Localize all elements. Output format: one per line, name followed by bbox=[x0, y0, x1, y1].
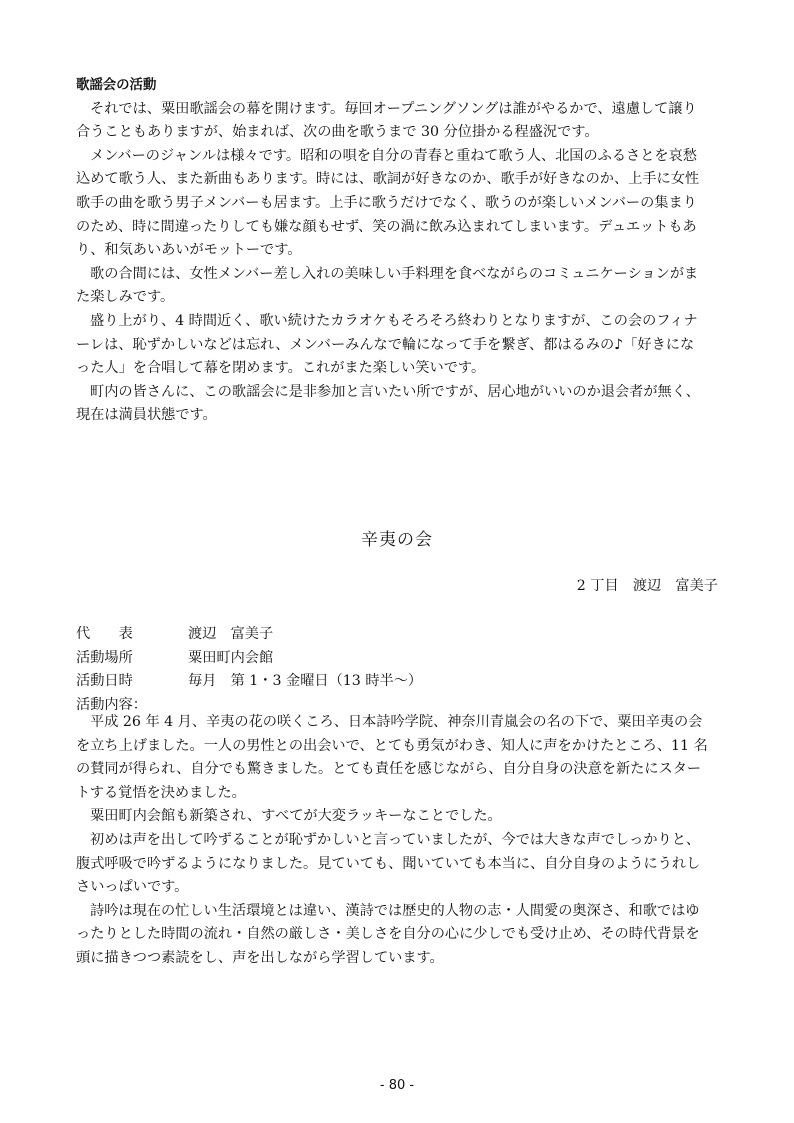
info-key: 代 表 bbox=[76, 626, 133, 642]
paragraph-line: 町内の皆さんに、この歌謡会に是非参加と言いたい所ですが、居心地がいいのか退会者が無く、 bbox=[90, 383, 700, 400]
paragraph-line: 平成 26 年 4 月、辛夷の花の咲くころ、日本詩吟学院、神奈川青嵐会の名の下で、粟田辛夷の会 bbox=[90, 714, 703, 730]
info-key: 活動場所 bbox=[76, 649, 133, 666]
author-line: 2 丁目 渡辺 富美子 bbox=[576, 578, 718, 594]
paragraph-line: 歌手の曲を歌う男子メンバーも居ます。上手に歌うだけでなく、歌うのが楽しいメンバーの集まり bbox=[76, 194, 697, 211]
paragraph-line: 頭に描きつつ素読をし、声を出しながら学習しています。 bbox=[76, 949, 444, 966]
paragraph-line: た楽しみです。 bbox=[76, 289, 175, 306]
paragraph-line: 合うこともありますが、始まれば、次の曲を歌うまで 30 分位掛かる程盛況です。 bbox=[76, 124, 599, 141]
paragraph-line: メンバーのジャンルは様々です。昭和の唄を自分の青春と重ねて歌う人、北国のふるさとを哀愁 bbox=[90, 147, 697, 164]
paragraph-line: った人」を合唱して幕を閉めます。これがまた楽しい笑いです。 bbox=[76, 360, 486, 377]
paragraph-line: 込めて歌う人、また新曲もあります。時には、歌詞が好きなのか、歌手が好きなのか、上手に女性 bbox=[76, 171, 700, 188]
paragraph-line: を立ち上げました。一人の男性との出会いで、とても勇気がわき、知人に声をかけたところ、11 名 bbox=[76, 737, 708, 754]
paragraph-line: ったりとした時間の流れ・自然の厳しさ・美しさを自分の心に少しでも受け止め、その時代背景を bbox=[76, 926, 700, 943]
info-row-schedule bbox=[76, 670, 720, 694]
paragraph-line: り、和気あいあいがモットーです。 bbox=[76, 242, 302, 259]
paragraph-line: 盛り上がり、4 時間近く、歌い続けたカラオケもそろそろ終わりとなりますが、この会のフィナ bbox=[90, 312, 698, 329]
info-value: 毎月 第 1・3 金曜日（13 時半～） bbox=[188, 673, 423, 690]
info-key: 活動日時 bbox=[76, 673, 133, 690]
page-number: - 80 - bbox=[379, 1078, 415, 1093]
info-row-location bbox=[76, 647, 720, 671]
paragraph-line: のため、時に間違ったりしても嫌な顔もせず、笑の渦に飲み込まれてしまいます。デュエットもあ bbox=[76, 218, 697, 235]
paragraph-line: 現在は満員状態です。 bbox=[76, 407, 217, 424]
section-karaoke bbox=[76, 74, 720, 428]
section-title: 辛夷の会 bbox=[361, 530, 433, 550]
paragraph-line: さいっぱいです。 bbox=[76, 879, 189, 896]
content-label: 活動内容： bbox=[76, 696, 147, 713]
paragraph-line: ーレは、恥ずかしいなどは忘れ、メンバーみんなで輪になって手を繋ぎ、都はるみの♪「好きにな bbox=[76, 336, 695, 353]
paragraph-line: 詩吟は現在の忙しい生活環境とは違い、漢詩では歴史的人物の志・人間愛の奥深さ、和歌ではゆ bbox=[90, 902, 700, 919]
paragraph-line: トする覚悟を決めました。 bbox=[76, 784, 246, 801]
paragraph-line: 歌の合間には、女性メンバー差し入れの美味しい手料理を食べながらのコミュニケーションがま bbox=[90, 265, 699, 282]
info-row-representative bbox=[76, 623, 720, 647]
section-shigin-body bbox=[76, 711, 720, 971]
paragraph-line: の賛同が得られ、自分でも驚きました。とても責任を感じながら、自分自身の決意を新たにスター bbox=[76, 761, 702, 778]
info-value: 渡辺 富美子 bbox=[188, 626, 274, 642]
info-table bbox=[76, 623, 720, 717]
info-value: 粟田町内会館 bbox=[188, 649, 274, 666]
paragraph-line: 腹式呼吸で吟ずるようになりました。見ていても、聞いていても本当に、自分自身のようにうれし bbox=[76, 855, 701, 872]
paragraph-line: 粟田町内会館も新築され、すべてが大変ラッキーなことでした。 bbox=[90, 808, 502, 825]
section-heading: 歌謡会の活動 bbox=[76, 78, 157, 93]
paragraph-line: それでは、粟田歌謡会の幕を開けます。毎回オープニングソングは誰がやるかで、遠慮して譲り bbox=[90, 100, 697, 117]
paragraph-line: 初めは声を出して吟ずることが恥ずかしいと言っていましたが、今では大きな声でしっかりと、 bbox=[90, 831, 701, 848]
